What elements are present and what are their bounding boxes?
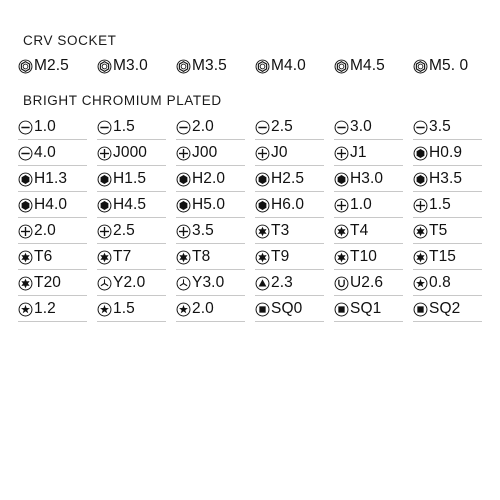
hex-icon [255, 172, 270, 187]
phillips-icon [18, 224, 33, 239]
bit-size-label: 1.0 [34, 118, 56, 135]
pentalobe-icon [97, 302, 112, 317]
bit-item-m2-5 [18, 54, 97, 78]
phillips-icon [176, 224, 191, 239]
phillips-icon [334, 146, 349, 161]
bit-item-h6-0 [255, 192, 334, 218]
bit-item-h4-0 [18, 192, 97, 218]
torx-icon [255, 250, 270, 265]
bit-size-label: T15 [429, 248, 457, 265]
bit-item-2-5 [97, 218, 176, 244]
square-icon [413, 302, 428, 317]
bit-item-t6 [18, 244, 97, 270]
bit-size-label: 2.3 [271, 274, 293, 291]
bit-item-1-5 [413, 192, 492, 218]
bit-size-label: U2.6 [350, 274, 384, 291]
bit-size-label: 1.0 [350, 196, 372, 213]
hex-socket-icon [413, 59, 428, 74]
bit-item-3-5 [176, 218, 255, 244]
hex-icon [18, 198, 33, 213]
hex-socket-icon [176, 59, 191, 74]
bit-item-1-0 [18, 114, 97, 140]
bit-size-label: 0.8 [429, 274, 451, 291]
bit-item-h2-5 [255, 166, 334, 192]
bit-item-m5-0 [413, 54, 492, 78]
bit-item-1-5 [97, 296, 176, 322]
hex-icon [334, 172, 349, 187]
tri-wing-icon [176, 276, 191, 291]
torx-icon [413, 224, 428, 239]
bit-item-h1-5 [97, 166, 176, 192]
bit-size-label: 3.0 [350, 118, 372, 135]
bit-item-t4 [334, 218, 413, 244]
square-icon [255, 302, 270, 317]
bit-item-j000 [97, 140, 176, 166]
bit-size-label: 2.0 [192, 300, 214, 317]
bit-size-label: H6.0 [271, 196, 305, 213]
bit-size-label: J0 [271, 144, 288, 161]
bit-item-m4-5 [334, 54, 413, 78]
slotted-icon [334, 120, 349, 135]
hex-icon [413, 146, 428, 161]
bit-size-label: 2.5 [271, 118, 293, 135]
bit-item-0-8 [413, 270, 492, 296]
torx-icon [334, 250, 349, 265]
bit-size-label: T7 [113, 248, 132, 265]
bit-item-m4-0 [255, 54, 334, 78]
bit-size-label: 3.5 [429, 118, 451, 135]
pentalobe-icon [176, 302, 191, 317]
bit-size-label: J00 [192, 144, 218, 161]
slotted-icon [97, 120, 112, 135]
bit-size-label: SQ2 [429, 300, 461, 317]
hex-icon [176, 172, 191, 187]
bit-item-3-5 [413, 114, 492, 140]
bit-item-h0-9 [413, 140, 492, 166]
bit-item-1-2 [18, 296, 97, 322]
bit-size-label: T9 [271, 248, 290, 265]
bit-size-label: H1.3 [34, 170, 68, 187]
bit-item-h1-3 [18, 166, 97, 192]
bit-size-label: SQ0 [271, 300, 303, 317]
u-shape-icon [334, 276, 349, 291]
bit-item-j00 [176, 140, 255, 166]
torx-icon [176, 250, 191, 265]
bit-size-label: 2.0 [34, 222, 56, 239]
bit-item-m3-0 [97, 54, 176, 78]
bit-item-3-0 [334, 114, 413, 140]
bit-size-label: 1.5 [429, 196, 451, 213]
bit-item-h3-0 [334, 166, 413, 192]
bit-size-label: J1 [350, 144, 367, 161]
bright-chromium-grid [18, 114, 492, 322]
torx-icon [97, 250, 112, 265]
bit-item-t15 [413, 244, 492, 270]
bit-size-label: T20 [34, 274, 62, 291]
bit-item-t10 [334, 244, 413, 270]
bit-item-t3 [255, 218, 334, 244]
bit-size-label: T5 [429, 222, 448, 239]
bit-size-label: Y2.0 [113, 274, 146, 291]
slotted-icon [255, 120, 270, 135]
pentalobe-icon [413, 276, 428, 291]
bit-item-4-0 [18, 140, 97, 166]
hex-icon [176, 198, 191, 213]
bit-size-label: M3.5 [192, 57, 227, 74]
hex-socket-icon [18, 59, 33, 74]
hex-icon [413, 172, 428, 187]
bit-item-t20 [18, 270, 97, 296]
bit-size-label: 2.5 [113, 222, 135, 239]
bright-chromium-heading: BRIGHT CHROMIUM PLATED [23, 93, 222, 108]
bit-item-sq1 [334, 296, 413, 322]
phillips-icon [255, 146, 270, 161]
bit-size-label: 1.2 [34, 300, 56, 317]
bit-size-label: T6 [34, 248, 53, 265]
phillips-icon [413, 198, 428, 213]
bit-item-1-5 [97, 114, 176, 140]
bit-item-2-3 [255, 270, 334, 296]
bit-item-2-5 [255, 114, 334, 140]
bit-size-label: H4.5 [113, 196, 147, 213]
slotted-icon [18, 120, 33, 135]
bit-item-u2-6 [334, 270, 413, 296]
triangle-icon [255, 276, 270, 291]
bit-size-label: M2.5 [34, 57, 69, 74]
bit-size-label: H2.5 [271, 170, 305, 187]
bit-size-label: 3.5 [192, 222, 214, 239]
bit-size-label: M3.0 [113, 57, 148, 74]
bit-item-2-0 [176, 296, 255, 322]
hex-icon [97, 172, 112, 187]
crv-socket-heading: CRV SOCKET [23, 33, 117, 48]
square-icon [334, 302, 349, 317]
bit-item-t7 [97, 244, 176, 270]
bit-size-label: H3.0 [350, 170, 384, 187]
bit-item-j1 [334, 140, 413, 166]
bit-size-label: H3.5 [429, 170, 463, 187]
torx-icon [18, 250, 33, 265]
bit-size-label: M4.0 [271, 57, 306, 74]
hex-icon [97, 198, 112, 213]
bit-size-label: T10 [350, 248, 378, 265]
bit-size-label: T3 [271, 222, 290, 239]
bit-size-label: 2.0 [192, 118, 214, 135]
phillips-icon [97, 224, 112, 239]
bit-size-label: 1.5 [113, 300, 135, 317]
hex-icon [255, 198, 270, 213]
tri-wing-icon [97, 276, 112, 291]
bit-item-sq0 [255, 296, 334, 322]
bit-size-label: 1.5 [113, 118, 135, 135]
bit-size-label: H4.0 [34, 196, 68, 213]
torx-icon [334, 224, 349, 239]
pentalobe-icon [18, 302, 33, 317]
bit-size-label: M4.5 [350, 57, 385, 74]
torx-icon [413, 250, 428, 265]
bit-item-j0 [255, 140, 334, 166]
hex-socket-icon [255, 59, 270, 74]
slotted-icon [176, 120, 191, 135]
bit-size-label: H5.0 [192, 196, 226, 213]
bit-size-label: H2.0 [192, 170, 226, 187]
bit-item-t9 [255, 244, 334, 270]
bit-size-label: SQ1 [350, 300, 382, 317]
bit-size-label: J000 [113, 144, 148, 161]
bit-item-h2-0 [176, 166, 255, 192]
bit-size-label: T8 [192, 248, 211, 265]
bit-size-label: H1.5 [113, 170, 147, 187]
bit-size-label: T4 [350, 222, 369, 239]
bit-item-t8 [176, 244, 255, 270]
bit-item-1-0 [334, 192, 413, 218]
bit-size-label: H0.9 [429, 144, 463, 161]
phillips-icon [176, 146, 191, 161]
bit-item-h4-5 [97, 192, 176, 218]
bit-item-h3-5 [413, 166, 492, 192]
bit-size-label: Y3.0 [192, 274, 225, 291]
bit-size-label: 4.0 [34, 144, 56, 161]
torx-icon [255, 224, 270, 239]
slotted-icon [18, 146, 33, 161]
bit-item-y3-0 [176, 270, 255, 296]
torx-icon [18, 276, 33, 291]
bit-item-sq2 [413, 296, 492, 322]
phillips-icon [97, 146, 112, 161]
slotted-icon [413, 120, 428, 135]
bit-item-t5 [413, 218, 492, 244]
bit-item-y2-0 [97, 270, 176, 296]
hex-socket-icon [97, 59, 112, 74]
bit-item-2-0 [176, 114, 255, 140]
crv-socket-grid [18, 54, 492, 78]
hex-icon [18, 172, 33, 187]
hex-socket-icon [334, 59, 349, 74]
phillips-icon [334, 198, 349, 213]
bit-item-2-0 [18, 218, 97, 244]
bit-item-m3-5 [176, 54, 255, 78]
bit-item-h5-0 [176, 192, 255, 218]
bit-size-label: M5. 0 [429, 57, 469, 74]
